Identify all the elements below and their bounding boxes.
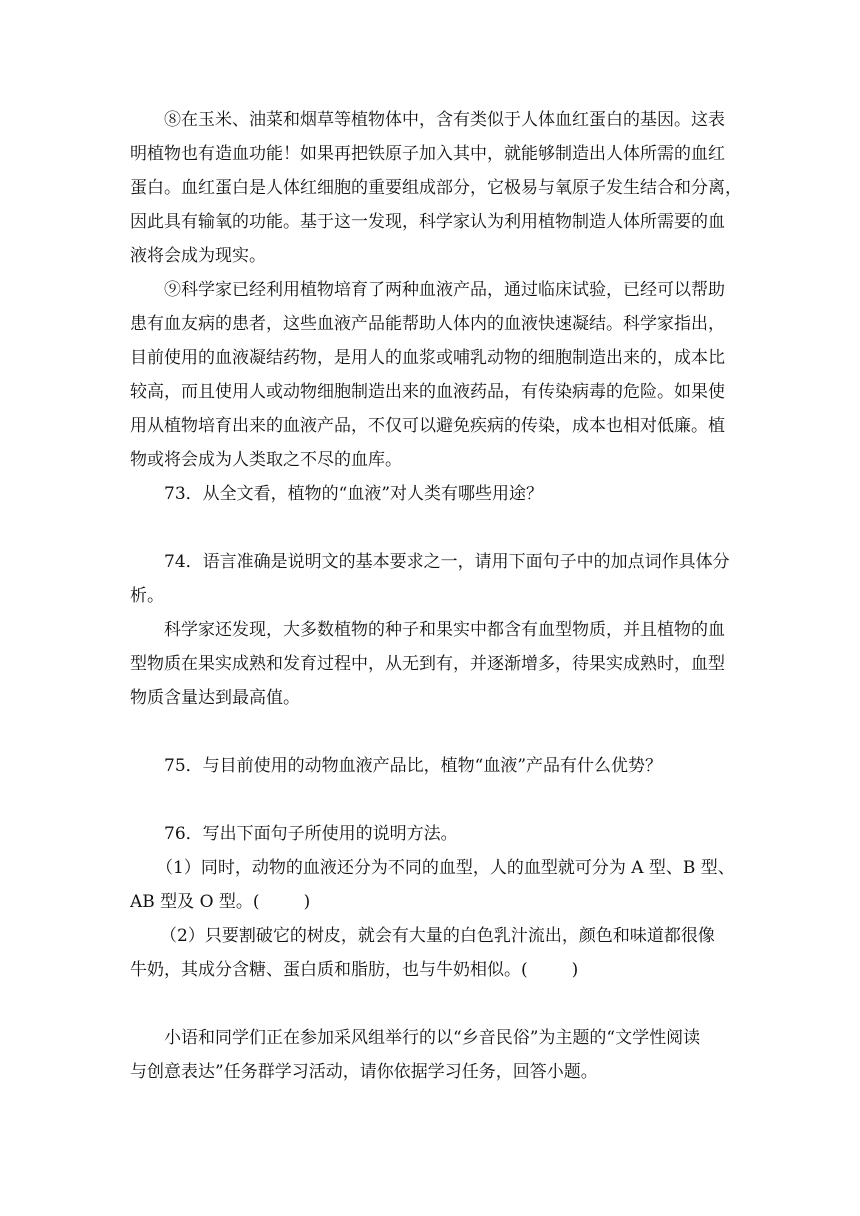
text-line: 用从植物培育出来的血液产品，不仅可以避免疾病的传染，成本也相对低廉。植 (130, 416, 725, 436)
text-line: 明植物也有造血功能！如果再把铁原子加入其中，就能够制造出人体所需的血红 (130, 144, 725, 164)
question-text: 74．语言准确是说明文的基本要求之一，请用下面句子中的加点词作具体分 (164, 552, 730, 572)
question-text: 75．与目前使用的动物血液产品比，植物“血液”产品有什么优势？ (164, 756, 663, 776)
question-76-item-2 (130, 919, 740, 987)
item-text (130, 885, 740, 919)
item-text: （2）只要割破它的树皮，就会有大量的白色乳汁流出，颜色和味道都很像 (160, 926, 715, 946)
text-line: 液将会成为现实。 (130, 246, 266, 266)
item-text-part: ) (571, 960, 579, 980)
text-line: 物或将会成为人类取之不尽的血库。 (130, 450, 402, 470)
activity-intro (130, 1021, 740, 1089)
question-text: 76．写出下面句子所使用的说明方法。 (164, 824, 458, 844)
text-line: ⑨科学家已经利用植物培育了两种血液产品，通过临床试验，已经可以帮助 (164, 280, 725, 300)
item-text-part: ) (303, 892, 311, 912)
question-73 (130, 477, 740, 511)
paragraph-9 (130, 273, 740, 477)
text-line: 目前使用的血液凝结药物，是用人的血浆或哺乳动物的细胞制造出来的，成本比 (130, 348, 725, 368)
text-line: 蛋白。血红蛋白是人体红细胞的重要组成部分，它极易与氧原子发生结合和分离， (130, 178, 742, 198)
text-line: 因此具有输氧的功能。基于这一发现，科学家认为利用植物制造人体所需要的血 (130, 212, 725, 232)
question-75 (130, 749, 740, 783)
text-line: ⑧在玉米、油菜和烟草等植物体中，含有类似于人体血红蛋白的基因。这表 (164, 110, 725, 130)
quote-line: 科学家还发现，大多数植物的种子和果实中都含有血型物质，并且植物的血 (164, 620, 725, 640)
item-text: （1）同时，动物的血液还分为不同的血型，人的血型就可分为 A 型、B 型、 (156, 858, 735, 878)
text-line: 患有血友病的患者，这些血液产品能帮助人体内的血液快速凝结。科学家指出， (130, 314, 725, 334)
item-text-part: 牛奶，其成分含糖、蛋白质和脂肪，也与牛奶相似。( (130, 960, 528, 980)
question-76-item-1 (130, 851, 740, 919)
quote-line: 型物质在果实成熟和发育过程中，从无到有，并逐渐增多，待果实成熟时，血型 (130, 654, 725, 674)
question-text: 73．从全文看，植物的“血液”对人类有哪些用途？ (164, 484, 544, 504)
intro-line: 与创意表达”任务群学习活动，请你依据学习任务，回答小题。 (130, 1062, 598, 1082)
intro-line: 小语和同学们正在参加采风组举行的以“乡音民俗”为主题的“文学性阅读 (164, 1028, 701, 1048)
paragraph-8 (130, 103, 740, 273)
question-76 (130, 817, 740, 851)
question-text: 析。 (130, 586, 164, 606)
question-74 (130, 545, 740, 613)
item-text-part: AB 型及 O 型。( (130, 892, 260, 912)
item-text (130, 953, 740, 987)
question-74-quote (130, 613, 740, 715)
text-line: 较高，而且使用人或动物细胞制造出来的血液药品，有传染病毒的危险。如果使 (130, 382, 725, 402)
quote-line: 物质含量达到最高值。 (130, 688, 300, 708)
